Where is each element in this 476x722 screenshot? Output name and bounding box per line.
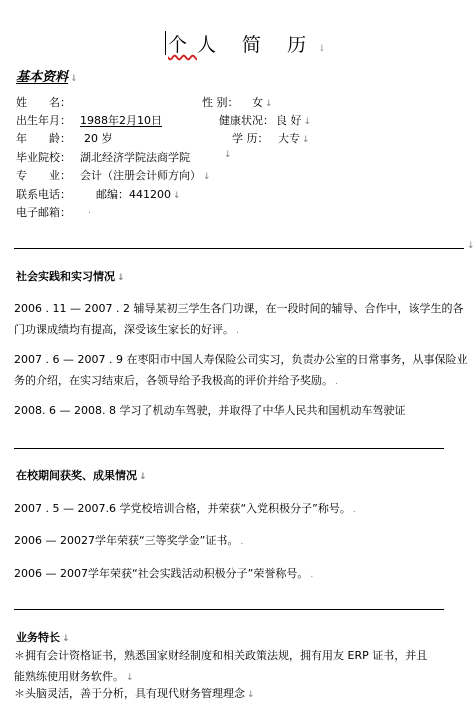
education-value: 大专 [278,132,300,145]
health-value-line [276,112,311,128]
major-label: 专 业： [16,169,71,182]
title-first-char: 个 [168,34,198,56]
resume-title [165,30,336,57]
skills-heading-text: 业务特长 [16,631,60,644]
dob-value: 1988年2月10日 [80,114,162,127]
name-label: 姓 名： [16,96,71,109]
skill-item-text: ＊拥有会计资格证书，熟悉国家财经制度和相关政策法规，拥有用友 ERP 证书，并且能熟练使用财务软件。 [14,649,428,683]
practice-item [14,298,470,342]
gender-value: 女 [252,96,263,109]
health-label: 健康状况： [219,114,274,127]
divider-line [14,248,464,249]
small-mark: . [88,206,91,216]
skill-item-text: ＊头脑灵活，善于分析，具有现代财务管理理念 [14,687,245,700]
awards-heading [16,467,147,483]
award-item-text: 2006 — 20027学年荣获“三等奖学金”证书。 [14,534,239,547]
practice-heading-text: 社会实践和实习情况 [16,270,115,283]
paragraph-mark-icon: ↓ [224,150,232,160]
gender-label: 性 别： [202,96,239,109]
paragraph-mark-icon: ↓ [117,273,125,283]
major-value-line [80,167,211,183]
gender-value-line [252,94,273,110]
small-mark: . [240,537,244,547]
divider-line [14,448,444,449]
paragraph-mark-icon: ↓ [303,117,312,127]
practice-item-text: 2007 . 6 — 2007 . 9 在枣阳市中国人寿保险公司实习，负责办公室的日常事务，从事保险业务的介绍，在实习结束后，各领导给予我极高的评价并给予奖励。 [14,353,468,387]
practice-heading [16,268,125,284]
award-item [14,563,470,586]
paragraph-mark-icon: ↓ [467,241,475,251]
email-label: 电子邮箱： [16,206,71,219]
basic-info-heading [16,66,78,85]
award-item [14,530,470,553]
paragraph-mark-icon: ↓ [203,172,211,182]
award-item-text: 2007 . 5 — 2007.6 学党校培训合格，并荣获“入党积极分子”称号。 [14,502,351,515]
skill-item [14,683,470,706]
small-mark: . [335,377,338,387]
awards-heading-text: 在校期间获奖、成果情况 [16,469,137,482]
award-item-text: 2006 — 2007学年荣获“社会实践活动积极分子”荣誉称号。 [14,567,309,580]
zip-label: 邮编： [96,188,129,201]
school-label: 毕业院校： [16,151,71,164]
divider-line [14,609,444,610]
small-mark: . [352,505,356,515]
paragraph-mark-icon: ↓ [318,44,336,54]
dob-label: 出生年月： [16,114,71,127]
paragraph-mark-icon: ↓ [247,690,255,700]
award-item [14,498,470,521]
title-rest: 人 简 历 [197,34,317,56]
paragraph-mark-icon: ↓ [62,634,70,644]
age-label: 年 龄： [16,132,71,145]
zip-value: 441200 [129,188,171,201]
small-mark: . [310,570,314,580]
education-value-line [278,130,310,146]
small-mark: . [236,326,239,336]
paragraph-mark-icon: ↓ [139,472,147,482]
practice-item-text: 2008. 6 — 2008. 8 学习了机动车驾驶，并取得了中华人民共和国机动车驾驶证 [14,404,406,417]
paragraph-mark-icon: ↓ [265,99,273,109]
practice-item [14,349,470,393]
school-value: 湖北经济学院法商学院 [80,151,190,164]
health-value: 良 好 [276,114,302,127]
zip-line [96,186,181,202]
text-cursor [165,31,166,55]
phone-label: 联系电话： [16,188,71,201]
major-value: 会计（注册会计师方向） [80,169,201,182]
skills-heading [16,629,70,645]
paragraph-mark-icon: ↓ [173,191,181,201]
paragraph-mark-icon: ↓ [70,74,78,84]
education-label: 学 历： [232,132,269,145]
paragraph-mark-icon: ↓ [126,673,134,683]
basic-info-heading-text: 基本资料 [16,70,69,85]
paragraph-mark-icon: ↓ [302,135,310,145]
age-value: 20 岁 [84,132,113,145]
practice-item [14,400,470,421]
practice-item-text: 2006 . 11 — 2007 . 2 辅导某初三学生各门功课，在一段时间的辅导、合作中，该学生的各门功课成绩均有提高，深受该生家长的好评。 [14,302,464,336]
